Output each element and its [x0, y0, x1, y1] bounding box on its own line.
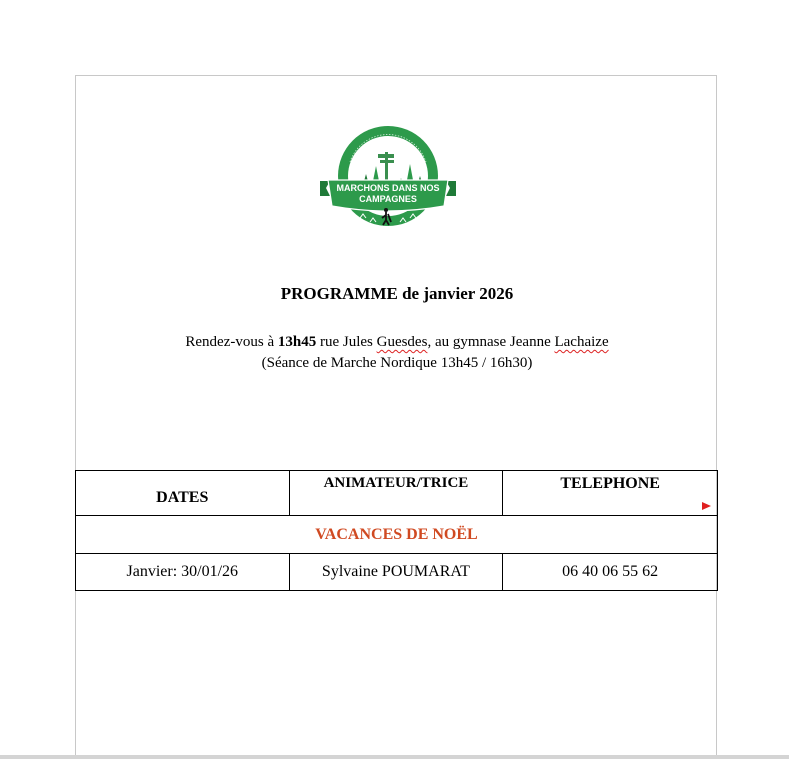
logo-banner-line1: MARCHONS DANS NOS — [336, 183, 440, 193]
table-row — [76, 554, 718, 591]
seance-line: (Séance de Marche Nordique 13h45 / 16h30) — [261, 355, 533, 371]
header-dates: DATES — [76, 471, 290, 516]
row-telephone: 06 40 06 55 62 — [503, 554, 718, 591]
rdv-street-name: Guesdes — [376, 334, 428, 350]
club-logo — [320, 126, 456, 230]
rdv-location-name: Lachaize — [554, 334, 609, 350]
table-header-row — [76, 471, 718, 516]
rdv-street-prefix: rue Jules — [319, 334, 377, 350]
vacances-label: VACANCES DE NOËL — [76, 516, 718, 554]
header-animateur: ANIMATEUR/TRICE — [289, 471, 503, 516]
header-telephone-label: TELEPHONE — [560, 475, 660, 492]
scroll-edge — [0, 755, 789, 759]
page-title: PROGRAMME de janvier 2026 — [280, 284, 514, 303]
rdv-time: 13h45 — [277, 334, 317, 350]
header-telephone — [503, 471, 718, 516]
document-page — [75, 75, 717, 759]
rendezvous-line — [76, 332, 718, 353]
comment-marker-icon[interactable] — [702, 502, 711, 510]
vacances-row — [76, 516, 718, 554]
rendezvous-info — [76, 332, 718, 374]
rdv-prefix: Rendez-vous à — [185, 334, 278, 350]
row-date: Janvier: 30/01/26 — [76, 554, 290, 591]
program-table — [75, 470, 718, 591]
rdv-location-mid: , au gymnase Jeanne — [427, 334, 555, 350]
row-animateur: Sylvaine POUMARAT — [289, 554, 503, 591]
logo-banner-line2: CAMPAGNES — [359, 194, 417, 204]
